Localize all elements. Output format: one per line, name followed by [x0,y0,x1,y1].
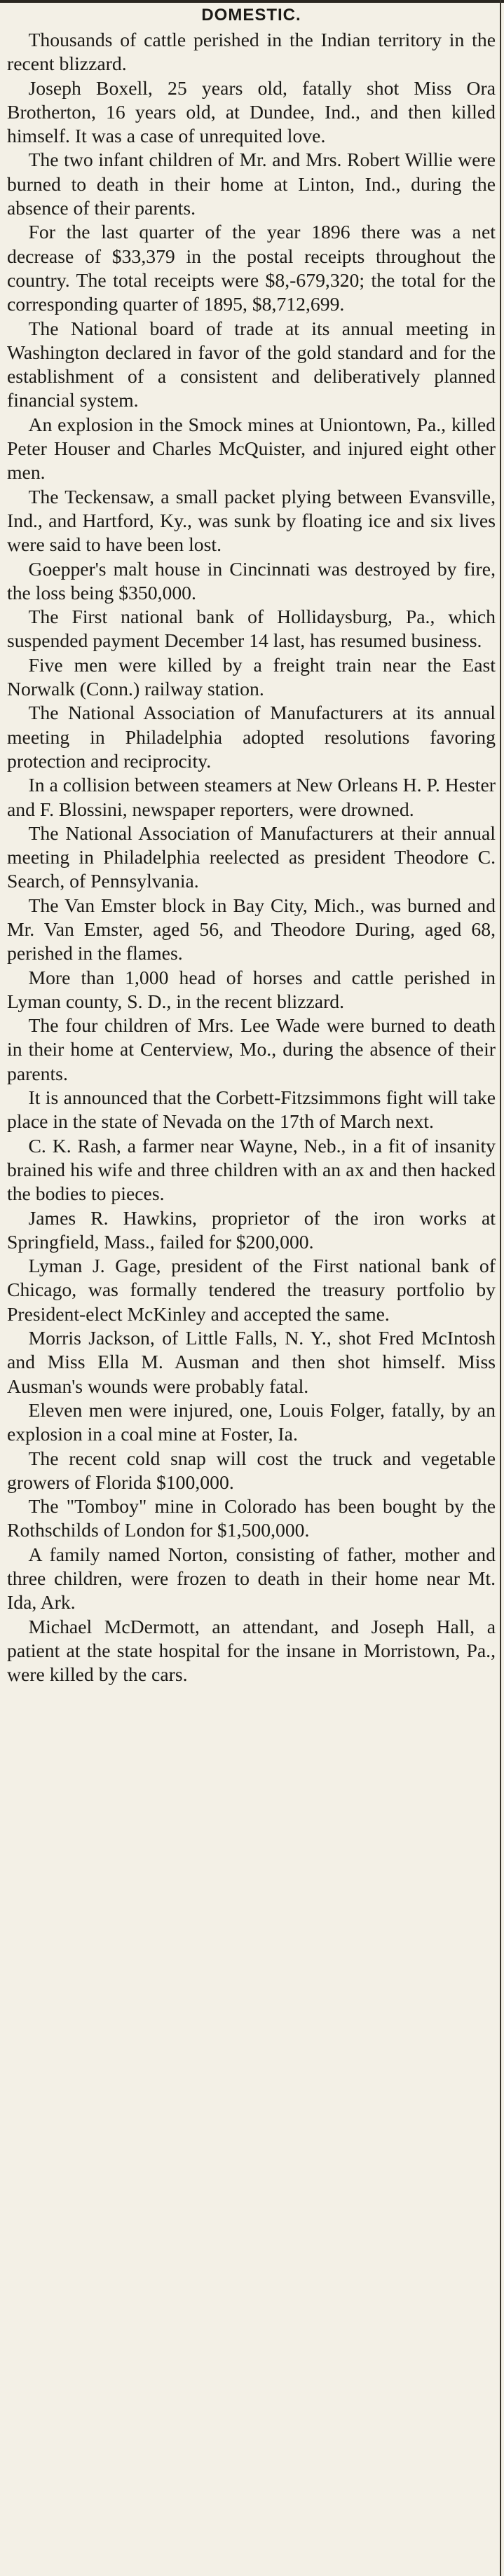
news-item: The four children of Mrs. Lee Wade were burned to death in their home at Centerview, Mo., during the absence of their parents. [7,1014,496,1084]
news-item: Morris Jackson, of Little Falls, N. Y., shot Fred McIntosh and Miss Ella M. Ausman and then shot himself. Miss Ausman's wounds were probably fatal. [7,1327,496,1397]
news-item: James R. Hawkins, proprietor of the iron works at Springfield, Mass., failed for $200,000. [7,1206,496,1253]
news-item: The First national bank of Hollidaysburg, Pa., which suspended payment December 14 last, has resumed business. [7,606,496,652]
section-heading: DOMESTIC. [201,6,301,25]
news-item: Thousands of cattle perished in the Indian territory in the recent blizzard. [7,29,496,75]
column-rule [500,0,501,2576]
news-item: For the last quarter of the year 1896 there was a net decrease of $33,379 in the postal receipts throughout the country. The total receipts were $8,-679,320; the total for the corresponding quarter of 1895, $8,712,699. [7,221,496,315]
news-item: Lyman J. Gage, president of the First national bank of Chicago, was formally tendered the treasury portfolio by President-elect McKinley and accepted the same. [7,1255,496,1325]
news-item: The National Association of Manufacturers at its annual meeting in Philadelphia adopted resolutions favoring protection and reciprocity. [7,702,496,772]
news-item: Eleven men were injured, one, Louis Folger, fatally, by an explosion in a coal mine at Foster, Ia. [7,1398,496,1445]
news-item: A family named Norton, consisting of father, mother and three children, were frozen to death in their home near Mt. Ida, Ark. [7,1543,496,1614]
news-item: Michael McDermott, an attendant, and Joseph Hall, a patient at the state hospital for the insane in Morristown, Pa., were killed by the cars. [7,1615,496,1686]
news-item: Joseph Boxell, 25 years old, fatally shot Miss Ora Brotherton, 16 years old, at Dundee, Ind., and then killed himself. It was a case of unrequited love. [7,76,496,147]
news-item: In a collision between steamers at New Orleans H. P. Hester and F. Blossini, newspaper reporters, were drowned. [7,774,496,820]
news-item: C. K. Rash, a farmer near Wayne, Neb., in a fit of insanity brained his wife and three children with an ax and then hacked the bodies to pieces. [7,1134,496,1205]
news-items [7,28,496,1686]
news-item: It is announced that the Corbett-Fitzsimmons fight will take place in the state of Nevada on the 17th of March next. [7,1086,496,1133]
news-item: The "Tomboy" mine in Colorado has been bought by the Rothschilds of London for $1,500,000. [7,1495,496,1541]
news-item: More than 1,000 head of horses and cattle perished in Lyman county, S. D., in the recent blizzard. [7,966,496,1012]
news-item: An explosion in the Smock mines at Uniontown, Pa., killed Peter Houser and Charles McQuister, and injured eight other men. [7,413,496,484]
news-item: The National board of trade at its annual meeting in Washington declared in favor of the gold standard and for the establishment of a consistent and deliberatively planned financial system. [7,317,496,411]
top-rule [0,0,504,3]
news-item: The Teckensaw, a small packet plying between Evansville, Ind., and Hartford, Ky., was sunk by floating ice and six lives were said to have been lost. [7,485,496,556]
news-item: Five men were killed by a freight train near the East Norwalk (Conn.) railway station. [7,653,496,700]
news-item: The National Association of Manufacturers at their annual meeting in Philadelphia reelected as president Theodore C. Search, of Pennsylvania. [7,822,496,892]
news-item: Goepper's malt house in Cincinnati was destroyed by fire, the loss being $350,000. [7,557,496,604]
news-item: The Van Emster block in Bay City, Mich., was burned and Mr. Van Emster, aged 56, and Theodore During, aged 68, perished in the flames. [7,894,496,965]
news-item: The two infant children of Mr. and Mrs. Robert Willie were burned to death in their home at Linton, Ind., during the absence of their parents. [7,149,496,219]
news-item: The recent cold snap will cost the truck and vegetable growers of Florida $100,000. [7,1447,496,1493]
